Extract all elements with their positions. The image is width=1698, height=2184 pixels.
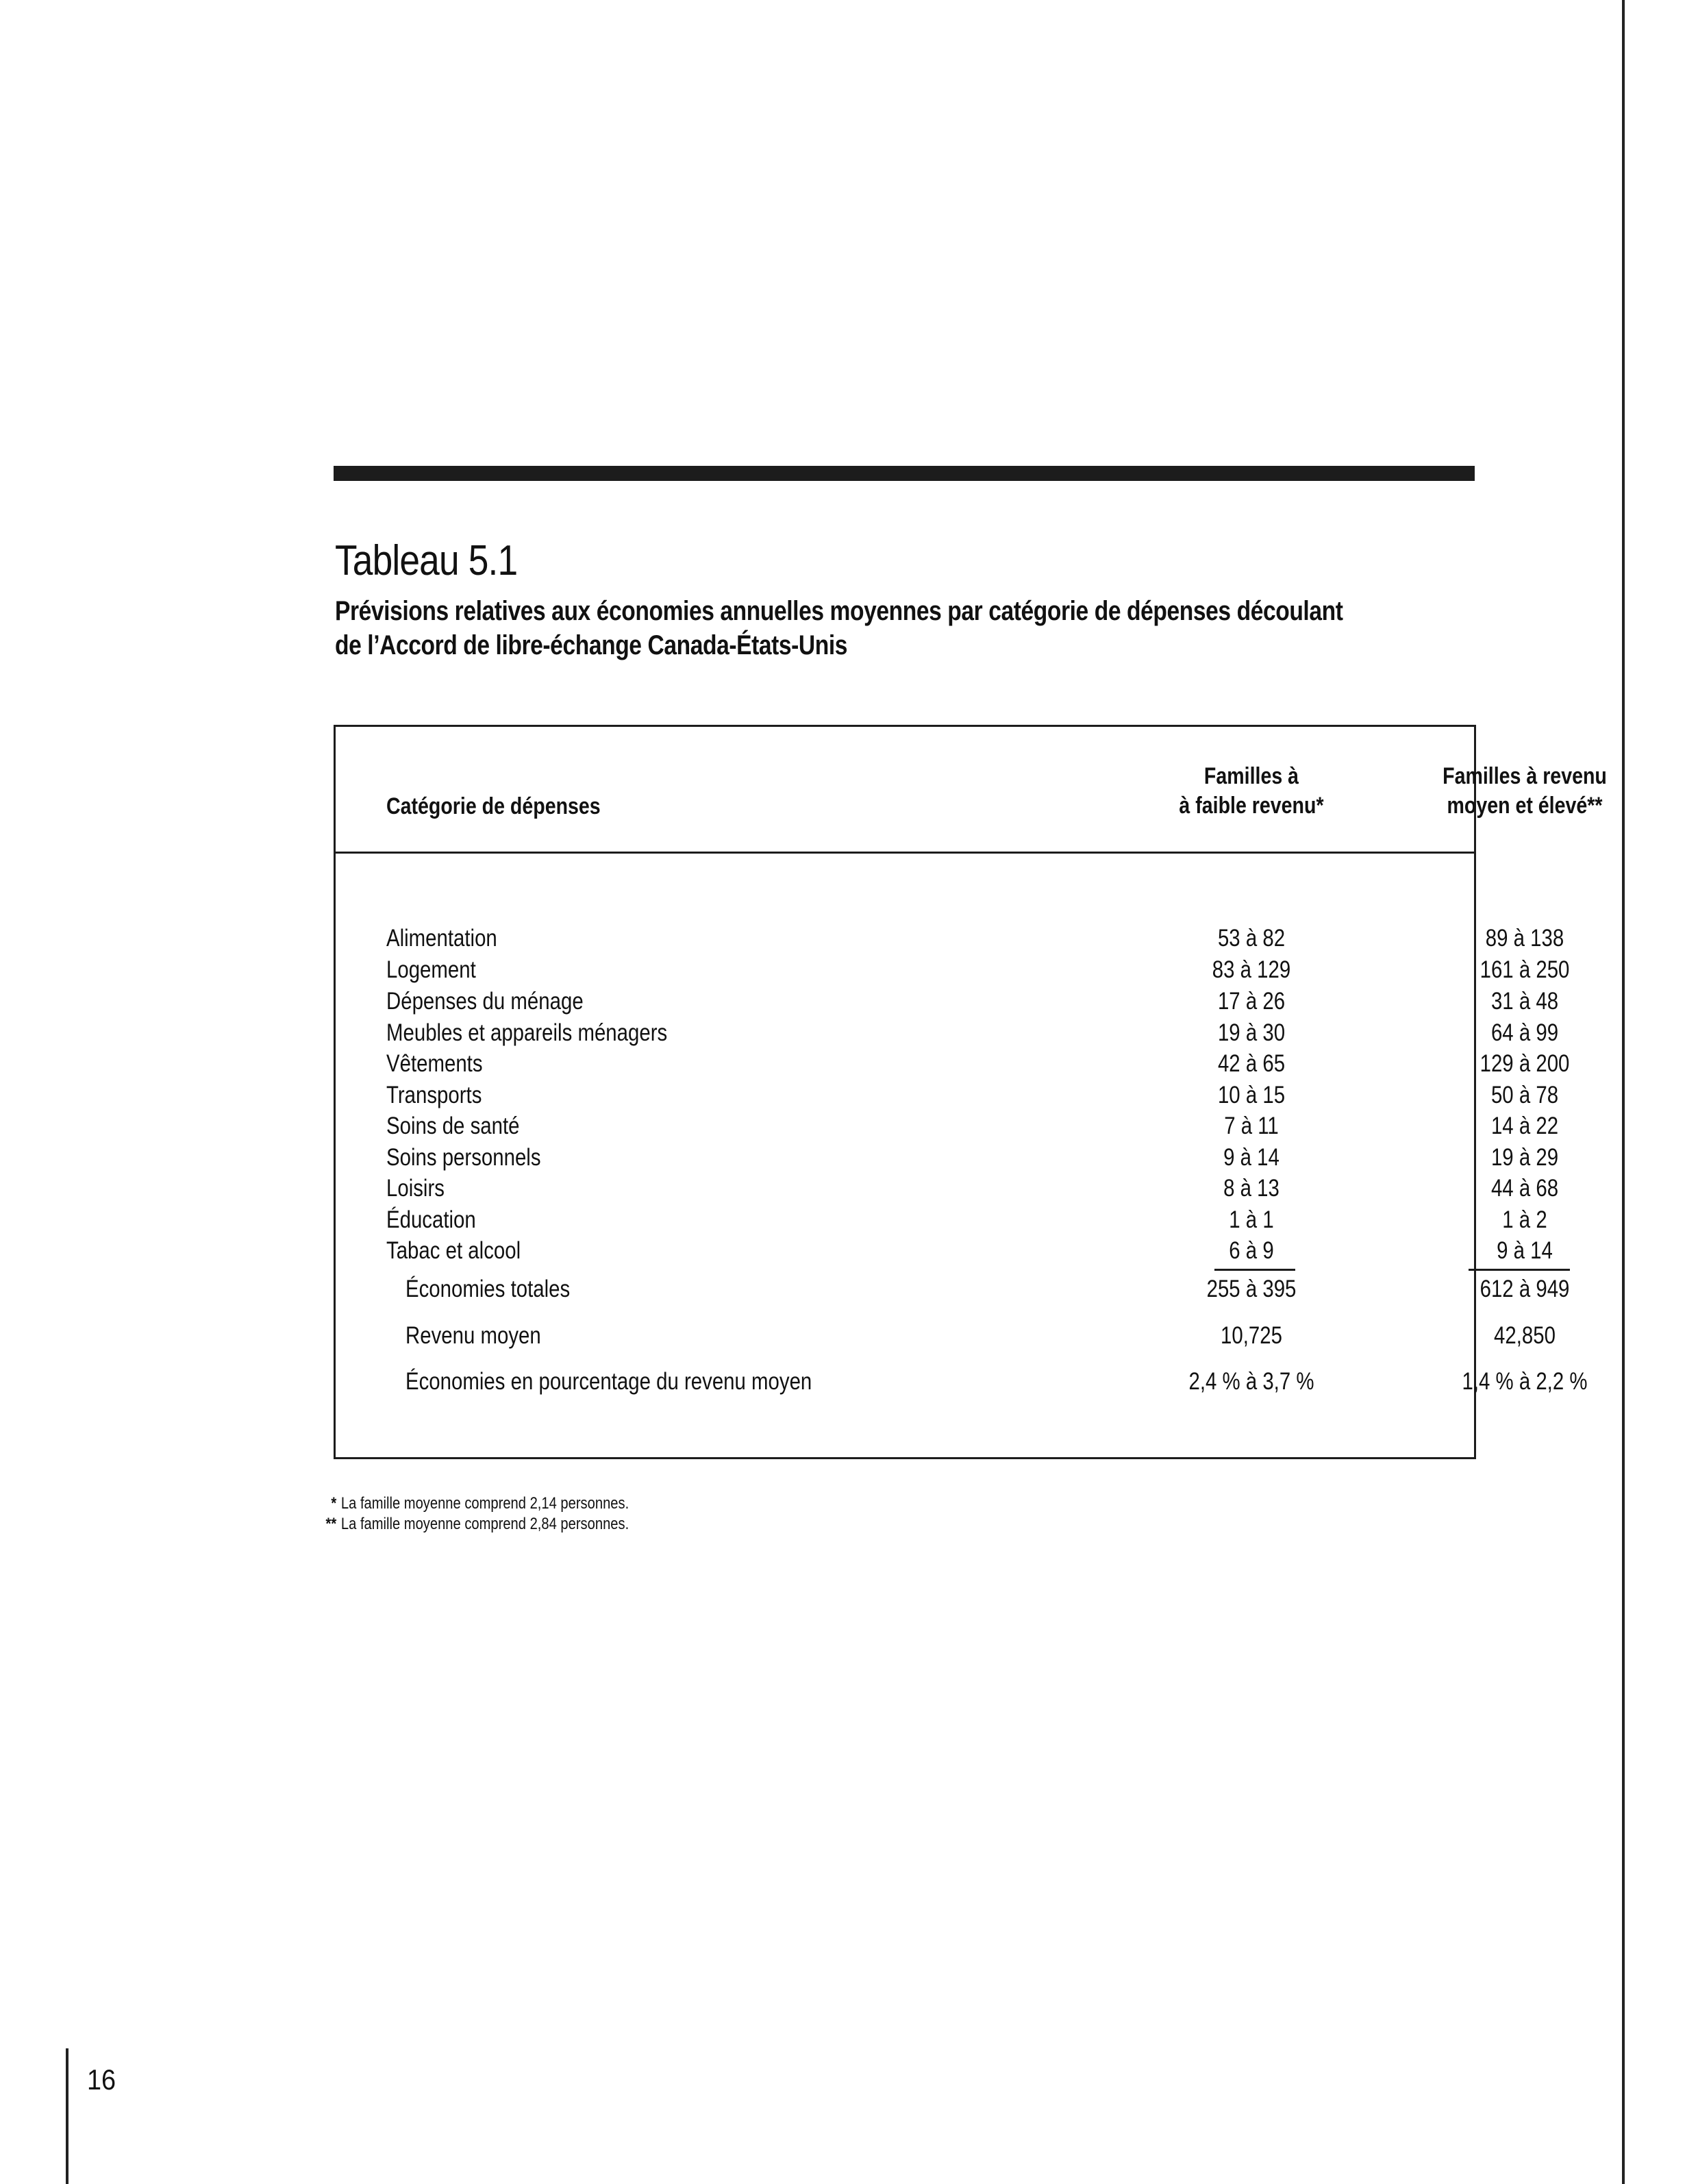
footnote-text: La famille moyenne comprend 2,84 personnes.: [340, 1515, 629, 1533]
income-mid-high-value: 42,850: [1494, 1322, 1556, 1349]
totals-row: [336, 1274, 1570, 1305]
header-low-income-line-2: à faible revenu*: [1179, 793, 1324, 819]
header-mid-high-income-line-1: Familles à revenu: [1443, 763, 1607, 789]
totals-low-value: 255 à 395: [1206, 1276, 1297, 1302]
row-mid-high-value: 44 à 68: [1490, 1175, 1559, 1202]
row-low-value: 6 à 9: [1229, 1237, 1274, 1264]
row-label: Meubles et appareils ménagers: [386, 1019, 668, 1046]
table-row: [336, 1204, 1547, 1236]
table-row: [336, 1080, 1559, 1111]
header-mid-high-income: [1410, 762, 1640, 821]
row-label: Transports: [386, 1082, 482, 1108]
table-row: [336, 1017, 1559, 1049]
table-row: [336, 986, 1559, 1017]
row-mid-high-value: 89 à 138: [1485, 925, 1564, 952]
row-label: Soins personnels: [386, 1144, 541, 1171]
table-row: [336, 954, 1570, 986]
table-row: [336, 1173, 1559, 1204]
data-table: [334, 725, 1607, 1459]
totals-label: Économies totales: [405, 1276, 571, 1302]
table-row: [336, 1110, 1559, 1142]
row-label: Alimentation: [386, 925, 497, 952]
margin-line: [66, 2048, 68, 2184]
row-low-value: 42 à 65: [1217, 1050, 1286, 1077]
row-mid-high-value: 50 à 78: [1490, 1082, 1559, 1108]
totals-mid-high-value: 612 à 949: [1479, 1276, 1570, 1302]
row-low-value: 8 à 13: [1223, 1175, 1279, 1202]
row-low-value: 1 à 1: [1229, 1206, 1274, 1233]
row-low-value: 10 à 15: [1217, 1082, 1286, 1108]
footnote: [319, 1493, 629, 1514]
row-label: Éducation: [386, 1206, 476, 1233]
row-label: Vêtements: [386, 1050, 483, 1077]
sum-rule-low: [1214, 1269, 1295, 1271]
row-label: Logement: [386, 956, 476, 983]
row-label: Loisirs: [386, 1175, 445, 1202]
footnote: [319, 1514, 629, 1535]
row-mid-high-value: 9 à 14: [1497, 1237, 1553, 1264]
row-label: Soins de santé: [386, 1113, 520, 1139]
percentage-mid-high-value: 1,4 % à 2,2 %: [1462, 1368, 1588, 1395]
row-mid-high-value: 161 à 250: [1479, 956, 1570, 983]
row-label: Tabac et alcool: [386, 1237, 521, 1264]
header-mid-high-income-line-2: moyen et élevé**: [1447, 793, 1603, 819]
row-mid-high-value: 1 à 2: [1502, 1206, 1547, 1233]
percentage-label: Économies en pourcentage du revenu moyen: [405, 1368, 812, 1395]
header-category: Catégorie de dépenses: [386, 793, 601, 819]
row-mid-high-value: 14 à 22: [1490, 1113, 1559, 1139]
table-row: [336, 923, 1564, 954]
footnote-text: La famille moyenne comprend 2,14 personnes.: [340, 1494, 629, 1513]
income-label: Revenu moyen: [405, 1322, 541, 1349]
footnote-mark: **: [325, 1515, 337, 1533]
percentage-row: [336, 1366, 1588, 1398]
income-low-value: 10,725: [1221, 1322, 1282, 1349]
row-low-value: 17 à 26: [1217, 988, 1286, 1015]
table-row: [336, 1142, 1559, 1174]
table-row: [336, 1048, 1570, 1080]
row-mid-high-value: 19 à 29: [1490, 1144, 1559, 1171]
row-mid-high-value: 64 à 99: [1490, 1019, 1559, 1046]
row-low-value: 9 à 14: [1223, 1144, 1279, 1171]
row-low-value: 19 à 30: [1217, 1019, 1286, 1046]
percentage-low-value: 2,4 % à 3,7 %: [1188, 1368, 1314, 1395]
income-row: [336, 1320, 1556, 1352]
table-title-line-2: de l’Accord de libre-échange Canada-États-Unis: [335, 630, 848, 660]
row-low-value: 83 à 129: [1212, 956, 1291, 983]
row-label: Dépenses du ménage: [386, 988, 584, 1015]
row-low-value: 53 à 82: [1217, 925, 1286, 952]
footnote-mark: *: [331, 1494, 337, 1513]
row-mid-high-value: 31 à 48: [1490, 988, 1559, 1015]
table-number: Tableau 5.1: [335, 537, 518, 584]
section-rule: [334, 466, 1475, 481]
row-mid-high-value: 129 à 200: [1479, 1050, 1570, 1077]
table-title: [335, 594, 1343, 662]
row-low-value: 7 à 11: [1224, 1113, 1279, 1139]
header-low-income-line-1: Familles à: [1203, 763, 1299, 789]
sum-rule-mid-high: [1469, 1269, 1570, 1271]
page-number: 16: [87, 2063, 116, 2096]
header-divider: [336, 852, 1474, 854]
header-low-income: [1136, 762, 1366, 821]
table-row: [336, 1235, 1553, 1267]
table-title-line-1: Prévisions relatives aux économies annuelles moyennes par catégorie de dépenses découlant: [335, 596, 1343, 626]
